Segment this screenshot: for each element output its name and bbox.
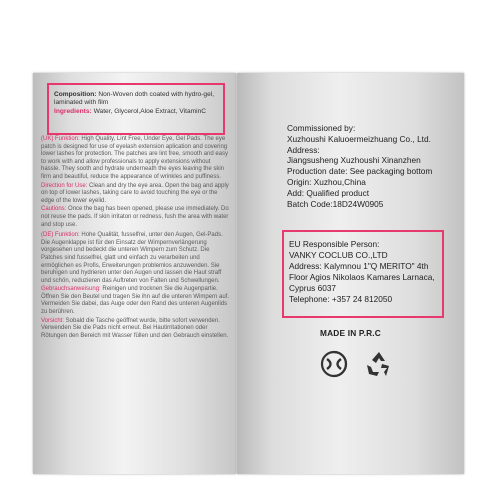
- address-label: Address:: [287, 144, 320, 155]
- instructions-text: [41, 136, 231, 341]
- ingredients-line: Ingredients: Water, Glycerol,Aloe Extract, VitaminC: [54, 107, 207, 115]
- commissioned-by: Commissioned by:: [287, 123, 356, 133]
- manufacturer-info: [287, 123, 457, 209]
- qualified-product: Add: Qualified product: [287, 187, 370, 198]
- made-in-label: MADE IN P.R.C: [320, 328, 381, 338]
- composition-line: Composition: Non-Woven doth coated with hydro-gel, laminated with film: [54, 91, 215, 107]
- gebrauchsanweisung: Gebrauchsanweisung: Reinigen und trocknen Sie die Augenpartie. Öffnen Sie den Beutel und tragen Sie ihn auf die unteren Wimpern auf. Vermeiden Sie dabei, das Auge oder den Rand des unteren Augenlids zu berühren.: [41, 286, 230, 316]
- symbols-row: [319, 349, 399, 379]
- label-card-left: [33, 73, 236, 474]
- direction-for-use: Direction for Use: Clean and dry the eye area. Open the bag and apply on top of lower lashes, taking care to avoid touching the eye or the edge of the lower eyelid.: [41, 182, 229, 204]
- eu-address-line-1: Address: Kalymnou 1"Q MERITO" 4th: [289, 261, 429, 271]
- recycle-icon: [367, 352, 389, 376]
- green-dot-icon: [322, 352, 346, 376]
- label-card-right: [237, 73, 464, 474]
- eu-responsible-box: [282, 230, 444, 318]
- vorsicht: Vorsicht: Sobald die Tasche geöffnet wurde, bitte sofort verwenden. Verwenden Sie die Pads nicht erneut. Bei Hautirritationen oder Rötungen den Bereich mit Wasser füllen und den Gebrauch einstellen.: [41, 317, 229, 339]
- uk-function: (UK) Funktion: High Quality, Lint Free, Under Eye, Gel Pads. The eye patch is designed for use of eyelash extension aplication and covering lower lashes for protection. The patches are lint free, smooth and easy to work with and allow professionals to apply extensions without hassle. They sooth and hydrate underneath the eyes leaving the skin firm and beautiful, reduce the appearance of wrinkles and puffiness.: [41, 136, 228, 180]
- eu-responsible-title: EU Responsible Person:: [289, 239, 380, 249]
- origin: Origin: Xuzhou,China: [287, 176, 366, 187]
- eu-address-line-2: Floor Agios Nikolaos Kamares Larnaca,: [289, 272, 435, 282]
- de-function: (DE) Funktion: Hohe Qualität, fusselfrei, unter den Augen, Gel-Pads. Die Augenklappe ist für den Einsatz der Wimpernverlängerung vorgesehen und bedeckt die unteren Wimpern zum Schutz. Die Patches sind fusselfrei, glatt und einfach zu verarbeiten und ermöglichen es Profis, Erweiterungen problemlos anzuwenden. Sie beruhigen und hydrieren unter den Augen und lassen die Haut straff und schön, reduzieren das Auftreten von Falten und Schwellungen.: [41, 232, 223, 284]
- eu-telephone: Telephone: +357 24 812050: [289, 294, 393, 304]
- eu-company: VANKY COCLUB CO.,LTD: [289, 250, 388, 260]
- production-date: Production date: See packaging bottom: [287, 166, 433, 177]
- cautions: Cautions: Once the bag has been opened, please use immediately. Do not reuse the pads. If skin irritaton or redness, fush the area with water and stop use.: [41, 206, 229, 228]
- address-value: Jiangsusheng Xuzhoushi Xinanzhen: [287, 155, 421, 166]
- eu-address-line-3: Cyprus 6037: [289, 283, 337, 293]
- company-name: Xuzhoushi Kaluoermeizhuang Co., Ltd.: [287, 133, 431, 144]
- composition-box: [47, 83, 225, 135]
- batch-code: Batch Code:18D24W0905: [287, 198, 384, 209]
